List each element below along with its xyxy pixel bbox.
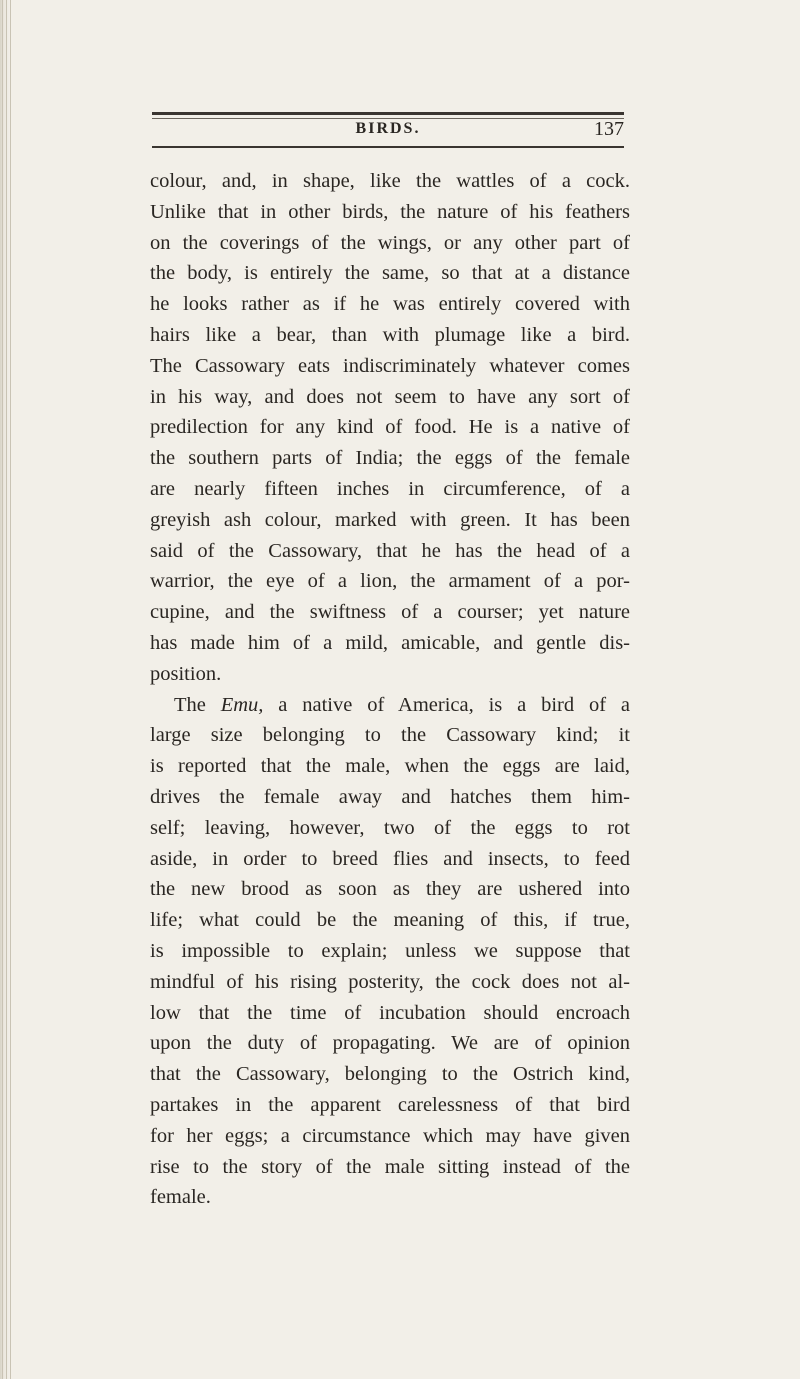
text-line: female. bbox=[150, 1186, 211, 1209]
text-line: are nearly fifteen inches in circumference, of a bbox=[150, 477, 630, 500]
text-line: warrior, the eye of a lion, the armament of a por- bbox=[150, 570, 630, 593]
text-line: the body, is entirely the same, so that at a distance bbox=[150, 262, 630, 285]
text-line: on the coverings of the wings, or any other part of bbox=[150, 231, 630, 254]
text-line: colour, and, in shape, like the wattles of a cock. bbox=[150, 170, 630, 192]
text-line: low that the time of incubation should encroach bbox=[150, 1001, 630, 1024]
text-line: aside, in order to breed flies and insects, to feed bbox=[150, 847, 630, 870]
text-line: partakes in the apparent carelessness of that bird bbox=[150, 1093, 630, 1116]
header-rule-thin bbox=[152, 118, 624, 119]
text-line: the new brood as soon as they are ushered into bbox=[150, 878, 630, 901]
text-line: upon the duty of propagating. We are of opinion bbox=[150, 1032, 630, 1055]
italic-term: Emu, bbox=[220, 693, 264, 716]
text-line: large size belonging to the Cassowary kind; it bbox=[150, 724, 630, 747]
text-line: for her eggs; a circumstance which may have given bbox=[150, 1124, 630, 1147]
text-line: greyish ash colour, marked with green. It has been bbox=[150, 508, 630, 531]
text-line: has made him of a mild, amicable, and gentle dis- bbox=[150, 631, 630, 654]
text-line: life; what could be the meaning of this, if true, bbox=[150, 909, 630, 932]
text-line: rise to the story of the male sitting instead of the bbox=[150, 1155, 630, 1178]
body-text bbox=[150, 166, 630, 1213]
text-line: the southern parts of India; the eggs of the female bbox=[150, 447, 630, 470]
page-number: 137 bbox=[594, 118, 624, 140]
binding-edge bbox=[6, 0, 7, 1379]
text-line: hairs like a bear, than with plumage like a bird. bbox=[150, 323, 630, 346]
running-head: BIRDS. bbox=[355, 120, 421, 137]
text-line: Unlike that in other birds, the nature of his feathers bbox=[150, 200, 630, 223]
text-line: he looks rather as if he was entirely covered with bbox=[150, 293, 630, 316]
page-gutter bbox=[0, 0, 14, 1379]
text-line: is impossible to explain; unless we suppose that bbox=[150, 939, 630, 962]
text-line: mindful of his rising posterity, the cock does not al- bbox=[150, 970, 630, 993]
text-line: cupine, and the swiftness of a courser; yet nature bbox=[150, 601, 630, 624]
text-line: drives the female away and hatches them him- bbox=[150, 785, 630, 808]
binding-edge bbox=[10, 0, 11, 1379]
text-line: self; leaving, however, two of the eggs to rot bbox=[150, 816, 630, 839]
text-fragment: a native of America, is a bird of a bbox=[263, 693, 630, 716]
text-line: said of the Cassowary, that he has the head of a bbox=[150, 539, 630, 562]
text-line: predilection for any kind of food. He is a native of bbox=[150, 416, 630, 439]
text-fragment: The bbox=[174, 693, 221, 716]
header-rule-thick bbox=[152, 112, 624, 115]
binding-edge bbox=[2, 0, 3, 1379]
text-line: in his way, and does not seem to have any sort of bbox=[150, 385, 630, 408]
paragraph-start-line bbox=[150, 690, 630, 721]
header-rule-bottom bbox=[152, 146, 624, 148]
text-line: The Cassowary eats indiscriminately whatever comes bbox=[150, 354, 630, 377]
text-line: that the Cassowary, belonging to the Ostrich kind, bbox=[150, 1063, 630, 1086]
text-line: position. bbox=[150, 662, 222, 685]
text-line: is reported that the male, when the eggs are laid, bbox=[150, 755, 630, 778]
